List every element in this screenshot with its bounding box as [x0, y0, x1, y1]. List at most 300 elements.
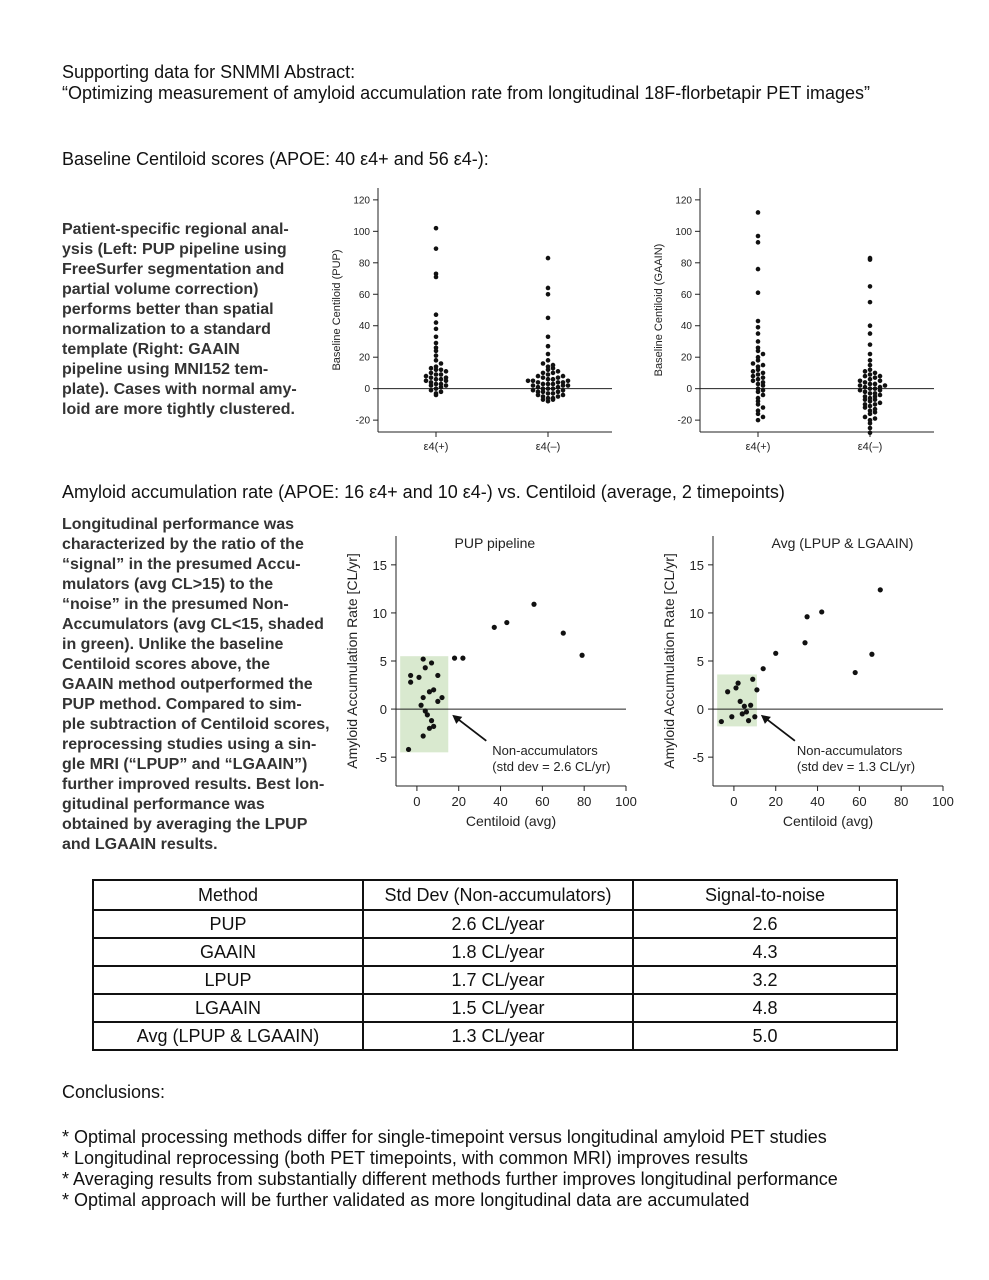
chart-title: Avg (LPUP & LGAAIN): [771, 535, 914, 551]
paragraph-line: template (Right: GAAIN: [62, 341, 240, 358]
paragraph-line: performs better than spatial: [62, 301, 274, 318]
data-point: [561, 393, 566, 398]
data-point: [434, 364, 439, 369]
data-point: [536, 390, 541, 395]
annotation-line-1: Non-accumulators: [796, 742, 903, 758]
data-point: [561, 380, 566, 385]
data-point: [746, 718, 751, 723]
data-point: [541, 371, 546, 376]
table-header-snr: Signal-to-noise: [633, 880, 897, 910]
data-point: [873, 382, 878, 387]
data-point: [556, 394, 561, 399]
data-point: [546, 382, 551, 387]
data-point: [492, 625, 497, 630]
paragraph-line: pipeline using MNI152 tem-: [62, 361, 269, 378]
data-point: [868, 331, 873, 336]
table-cell: 1.7 CL/year: [363, 966, 633, 994]
data-point: [425, 712, 430, 717]
accumulation-avg-chart: [655, 518, 957, 836]
data-point: [556, 390, 561, 395]
data-point: [435, 673, 440, 678]
data-point: [725, 689, 730, 694]
data-point: [444, 383, 449, 388]
data-point: [439, 390, 444, 395]
y-tick-label: 100: [675, 226, 692, 238]
y-tick-label: 15: [689, 557, 704, 573]
data-point: [883, 383, 888, 388]
data-point: [406, 747, 411, 752]
data-point: [756, 210, 761, 215]
y-tick-label: 120: [353, 195, 370, 207]
table-cell: LPUP: [93, 966, 363, 994]
data-point: [435, 699, 440, 704]
y-axis-label: Baseline Centiloid (GAAIN): [653, 243, 665, 377]
data-point: [536, 374, 541, 379]
paragraph-line: “signal” in the presumed Accu-: [62, 556, 301, 573]
data-point: [878, 401, 883, 406]
paragraph-line: gle MRI (“LPUP” and “LGAAIN”): [62, 756, 308, 773]
data-point: [429, 366, 434, 371]
annotation-arrowhead: [452, 715, 462, 724]
data-point: [546, 386, 551, 391]
data-point: [541, 361, 546, 366]
data-point: [750, 677, 755, 682]
data-point: [551, 386, 556, 391]
data-point: [434, 246, 439, 251]
data-point: [868, 300, 873, 305]
data-point: [773, 651, 778, 656]
data-point: [531, 602, 536, 607]
data-point: [546, 352, 551, 357]
data-point: [429, 718, 434, 723]
x-tick-label: ε4(–): [857, 441, 883, 453]
data-point: [804, 614, 809, 619]
data-point: [423, 665, 428, 670]
data-point: [424, 374, 429, 379]
y-tick-label: 0: [379, 702, 387, 718]
y-tick-label: 5: [379, 654, 387, 669]
paragraph-line: Accumulators (avg CL<15, shaded: [62, 616, 324, 633]
y-tick-label: 40: [680, 321, 692, 333]
data-point: [429, 660, 434, 665]
data-point: [556, 380, 561, 385]
data-point: [868, 377, 873, 382]
data-point: [460, 656, 465, 661]
data-point: [738, 699, 743, 704]
x-tick-label: 60: [535, 794, 550, 809]
table-cell: 2.6 CL/year: [363, 910, 633, 938]
data-point: [566, 383, 571, 388]
data-point: [761, 352, 766, 357]
data-point: [873, 371, 878, 376]
data-point: [551, 396, 556, 401]
data-point: [873, 375, 878, 380]
table-cell: 1.3 CL/year: [363, 1022, 633, 1050]
data-point: [429, 388, 434, 393]
data-point: [541, 386, 546, 391]
data-point: [863, 402, 868, 407]
header-line-2: “Optimizing measurement of amyloid accumulation rate from longitudinal 18F-florbetapir PET images”: [62, 83, 871, 103]
data-point: [756, 345, 761, 350]
data-point: [439, 695, 444, 700]
y-tick-label: -5: [692, 750, 704, 766]
data-point: [546, 364, 551, 369]
data-point: [761, 405, 766, 410]
data-point: [546, 358, 551, 363]
data-point: [868, 408, 873, 413]
y-tick-label: 80: [680, 258, 692, 270]
annotation-line-1: Non-accumulators: [492, 742, 598, 758]
data-point: [408, 680, 413, 685]
x-tick-label: 40: [810, 794, 825, 809]
data-point: [751, 379, 756, 384]
x-tick-label: ε4(+): [423, 441, 449, 453]
data-point: [868, 382, 873, 387]
data-point: [802, 640, 807, 645]
data-point: [541, 382, 546, 387]
data-point: [561, 631, 566, 636]
data-point: [434, 382, 439, 387]
data-point: [541, 375, 546, 380]
data-point: [546, 334, 551, 339]
conclusion-item: * Averaging results from substantially different methods further improves longitudinal performance: [62, 1169, 838, 1189]
table-row: [93, 966, 897, 994]
table-cell: PUP: [93, 910, 363, 938]
data-point: [756, 319, 761, 324]
data-point: [863, 415, 868, 420]
y-tick-label: 10: [689, 605, 704, 621]
paragraph-line: characterized by the ratio of the: [62, 536, 304, 553]
data-point: [551, 377, 556, 382]
data-point: [434, 327, 439, 332]
data-point: [536, 385, 541, 390]
accumulation-pup-chart: [338, 518, 640, 836]
data-point: [546, 316, 551, 321]
y-tick-label: 60: [358, 289, 370, 301]
paragraph-line: “noise” in the presumed Non-: [62, 596, 289, 613]
data-point: [452, 656, 457, 661]
data-point: [551, 382, 556, 387]
data-point: [878, 587, 883, 592]
data-point: [556, 385, 561, 390]
data-point: [429, 371, 434, 376]
data-point: [561, 388, 566, 393]
data-point: [434, 226, 439, 231]
paragraph-line: obtained by averaging the LPUP: [62, 816, 308, 833]
data-point: [416, 675, 421, 680]
data-point: [868, 430, 873, 435]
paragraph-line: Centiloid scores above, the: [62, 656, 271, 673]
data-point: [873, 402, 878, 407]
conclusion-item: * Longitudinal reprocessing (both PET timepoints, with common MRI) improves results: [62, 1148, 748, 1168]
data-point: [421, 695, 426, 700]
table-row: [93, 994, 897, 1022]
data-point: [434, 391, 439, 396]
y-tick-label: 0: [696, 702, 704, 718]
x-tick-label: 20: [451, 794, 466, 809]
baseline-pup-chart: [318, 180, 620, 455]
paragraph-line: reprocessing studies using a sin-: [62, 736, 317, 753]
annotation-arrow: [456, 718, 486, 741]
x-axis-label: Centiloid (avg): [782, 813, 874, 829]
data-point: [761, 363, 766, 368]
y-tick-label: 80: [358, 258, 370, 270]
data-point: [444, 369, 449, 374]
data-point: [531, 379, 536, 384]
y-tick-label: 20: [358, 352, 370, 364]
data-point: [756, 364, 761, 369]
data-point: [878, 385, 883, 390]
data-point: [434, 272, 439, 277]
data-point: [751, 374, 756, 379]
x-tick-label: 0: [730, 794, 738, 809]
table-cell: GAAIN: [93, 938, 363, 966]
paragraph-line: normalization to a standard: [62, 321, 271, 338]
data-point: [431, 687, 436, 692]
data-point: [566, 379, 571, 384]
data-point: [444, 375, 449, 380]
data-point: [546, 391, 551, 396]
data-point: [868, 426, 873, 431]
y-tick-label: -5: [375, 750, 387, 766]
data-point: [868, 363, 873, 368]
data-point: [756, 331, 761, 336]
annotation-line-2: (std dev = 2.6 CL/yr): [492, 758, 611, 774]
data-point: [868, 386, 873, 391]
data-point: [439, 367, 444, 372]
data-point: [868, 284, 873, 289]
paragraph-line: plate). Cases with normal amy-: [62, 381, 297, 398]
conclusions-list: [62, 1127, 838, 1211]
annotation-line-2: (std dev = 1.3 CL/yr): [796, 758, 916, 774]
paragraph-line: FreeSurfer segmentation and: [62, 261, 285, 278]
data-point: [863, 374, 868, 379]
data-point: [868, 391, 873, 396]
data-point: [756, 396, 761, 401]
data-point: [756, 386, 761, 391]
table-cell: 1.8 CL/year: [363, 938, 633, 966]
y-axis-label: Amyloid Accumulation Rate [CL/yr]: [661, 553, 677, 769]
data-point: [551, 363, 556, 368]
paragraph-line: GAAIN method outperformed the: [62, 676, 313, 693]
data-point: [868, 358, 873, 363]
results-table: [92, 879, 898, 1051]
data-point: [756, 290, 761, 295]
data-point: [878, 374, 883, 379]
data-point: [761, 371, 766, 376]
table-header-stddev: Std Dev (Non-accumulators): [363, 880, 633, 910]
table-cell: 4.3: [633, 938, 897, 966]
data-point: [761, 393, 766, 398]
data-point: [434, 312, 439, 317]
y-axis-label: Amyloid Accumulation Rate [CL/yr]: [344, 553, 360, 769]
data-point: [761, 388, 766, 393]
data-point: [429, 375, 434, 380]
data-point: [434, 386, 439, 391]
data-point: [546, 292, 551, 297]
data-point: [873, 391, 878, 396]
data-point: [531, 383, 536, 388]
data-point: [756, 377, 761, 382]
data-point: [434, 353, 439, 358]
data-point: [756, 372, 761, 377]
data-point: [541, 394, 546, 399]
x-tick-label: 0: [413, 794, 421, 809]
data-point: [418, 703, 423, 708]
x-tick-label: 80: [576, 794, 592, 809]
data-point: [579, 653, 584, 658]
table-cell: LGAAIN: [93, 994, 363, 1022]
data-point: [719, 719, 724, 724]
table-cell: Avg (LPUP & LGAAIN): [93, 1022, 363, 1050]
paragraph-line: ple subtraction of Centiloid scores,: [62, 716, 330, 733]
data-point: [434, 320, 439, 325]
data-point: [756, 267, 761, 272]
paragraph-line: Longitudinal performance was: [62, 516, 295, 533]
data-point: [546, 372, 551, 377]
table-row: [93, 910, 897, 938]
data-point: [761, 415, 766, 420]
y-tick-label: 100: [353, 226, 370, 238]
data-point: [863, 380, 868, 385]
paragraph-line: in green). Unlike the baseline: [62, 636, 284, 653]
data-point: [868, 352, 873, 357]
data-point: [748, 703, 753, 708]
data-point: [546, 396, 551, 401]
y-tick-label: -20: [677, 415, 692, 427]
table-cell: 4.8: [633, 994, 897, 1022]
data-point: [729, 714, 734, 719]
y-axis-label: Baseline Centiloid (PUP): [331, 249, 343, 371]
section2-paragraph: [62, 515, 330, 855]
baseline-gaain-chart: [640, 180, 942, 455]
data-point: [434, 358, 439, 363]
data-point: [546, 256, 551, 261]
data-point: [439, 382, 444, 387]
x-tick-label: 80: [893, 794, 909, 809]
y-tick-label: 0: [364, 384, 370, 396]
data-point: [429, 380, 434, 385]
data-point: [869, 652, 874, 657]
y-tick-label: 10: [372, 605, 387, 621]
data-point: [756, 234, 761, 239]
x-axis-label: Centiloid (avg): [465, 813, 557, 829]
data-point: [863, 394, 868, 399]
data-point: [756, 339, 761, 344]
data-point: [431, 724, 436, 729]
data-point: [868, 323, 873, 328]
data-point: [863, 369, 868, 374]
data-point: [756, 418, 761, 423]
table-header-row: [93, 880, 897, 910]
y-tick-label: -20: [355, 415, 370, 427]
paragraph-line: mulators (avg CL>15) to the: [62, 576, 274, 593]
data-point: [873, 407, 878, 412]
data-point: [434, 345, 439, 350]
data-point: [868, 418, 873, 423]
data-point: [434, 377, 439, 382]
paragraph-line: further improved results. Best lon-: [62, 776, 325, 793]
table-cell: 1.5 CL/year: [363, 994, 633, 1022]
conclusion-item: * Optimal approach will be further validated as more longitudinal data are accumulated: [62, 1190, 750, 1210]
data-point: [863, 385, 868, 390]
data-point: [526, 379, 531, 384]
table-cell: 2.6: [633, 910, 897, 938]
table-row: [93, 1022, 897, 1050]
data-point: [761, 666, 766, 671]
table-header-method: Method: [93, 880, 363, 910]
x-tick-label: ε4(–): [535, 441, 561, 453]
data-point: [754, 687, 759, 692]
paragraph-line: Patient-specific regional anal-: [62, 221, 289, 238]
data-point: [536, 380, 541, 385]
data-point: [751, 361, 756, 366]
data-point: [868, 396, 873, 401]
y-tick-label: 0: [686, 384, 692, 396]
x-tick-label: 20: [768, 794, 783, 809]
data-point: [756, 408, 761, 413]
data-point: [868, 367, 873, 372]
section1-heading: Baseline Centiloid scores (APOE: 40 ε4+ and 56 ε4-):: [62, 149, 489, 169]
x-tick-label: ε4(+): [745, 441, 771, 453]
annotation-arrow: [765, 718, 795, 741]
y-tick-label: 5: [696, 654, 704, 669]
data-point: [873, 386, 878, 391]
data-point: [434, 334, 439, 339]
conclusions-heading: Conclusions:: [62, 1082, 166, 1102]
data-point: [421, 733, 426, 738]
data-point: [863, 390, 868, 395]
paragraph-line: PUP method. Compared to sim-: [62, 696, 302, 713]
conclusion-item: * Optimal processing methods differ for single-timepoint versus longitudinal amyloid PET studies: [62, 1127, 827, 1147]
data-point: [561, 374, 566, 379]
data-point: [439, 377, 444, 382]
y-tick-label: 15: [372, 557, 387, 573]
annotation-arrowhead: [761, 715, 771, 724]
section2-heading: Amyloid accumulation rate (APOE: 16 ε4+ and 10 ε4-) vs. Centiloid (average, 2 timepoints): [62, 482, 785, 502]
header-line-1: Supporting data for SNMMI Abstract:: [62, 62, 356, 82]
data-point: [858, 388, 863, 393]
paragraph-line: and LGAAIN results.: [62, 836, 218, 853]
data-point: [546, 286, 551, 291]
data-point: [873, 416, 878, 421]
y-tick-label: 120: [675, 195, 692, 207]
y-tick-label: 60: [680, 289, 692, 301]
data-point: [858, 379, 863, 384]
data-point: [551, 391, 556, 396]
data-point: [858, 383, 863, 388]
data-point: [756, 325, 761, 330]
data-point: [434, 341, 439, 346]
y-tick-label: 20: [680, 352, 692, 364]
x-tick-label: 100: [932, 794, 954, 809]
data-point: [546, 377, 551, 382]
data-point: [742, 704, 747, 709]
x-tick-label: 40: [493, 794, 508, 809]
data-point: [546, 344, 551, 349]
data-point: [556, 375, 561, 380]
data-point: [878, 379, 883, 384]
data-point: [408, 673, 413, 678]
table-cell: 5.0: [633, 1022, 897, 1050]
data-point: [868, 404, 873, 409]
data-point: [439, 372, 444, 377]
data-point: [752, 714, 757, 719]
data-point: [421, 656, 426, 661]
data-point: [819, 609, 824, 614]
data-point: [740, 711, 745, 716]
data-point: [868, 256, 873, 261]
